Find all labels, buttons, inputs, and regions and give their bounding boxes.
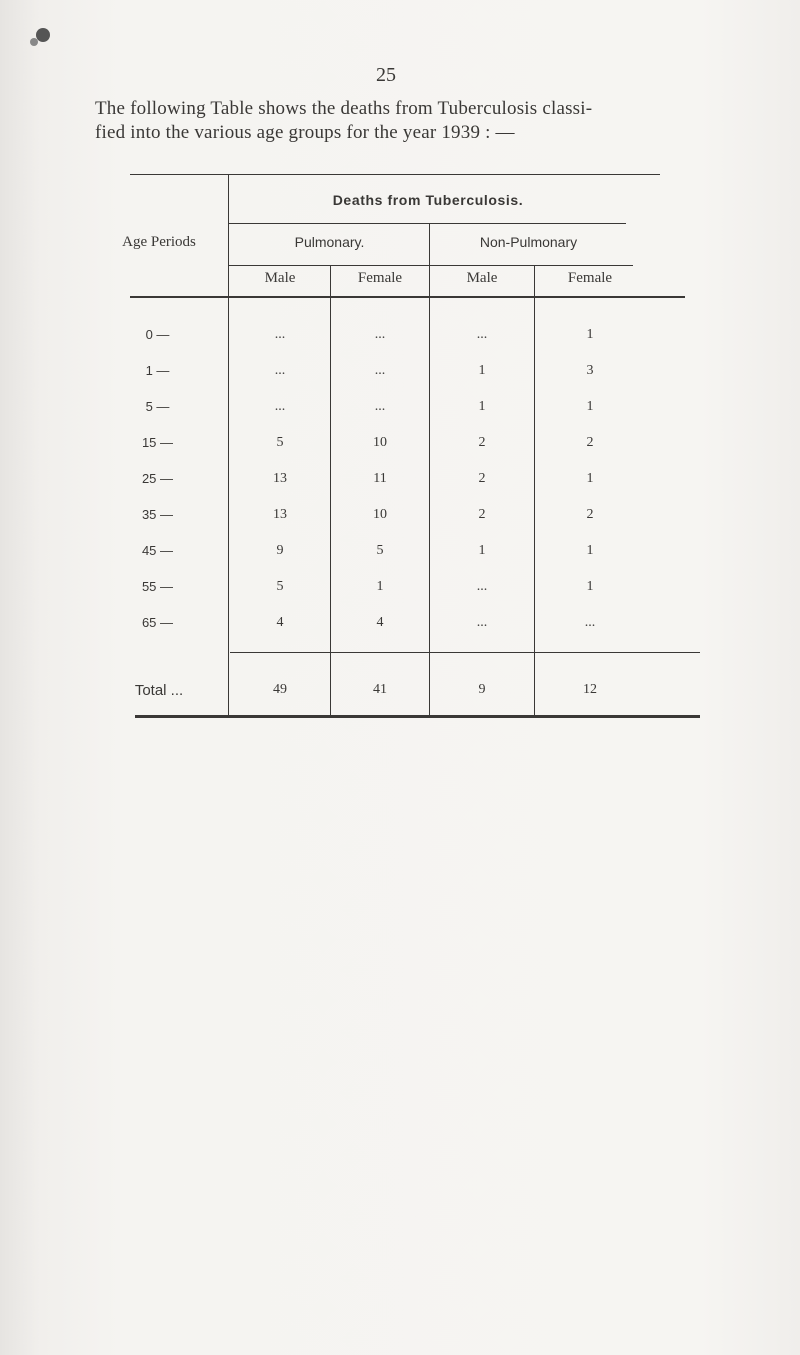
cell-pulmonary-male: 13 xyxy=(273,507,287,522)
cell-pulmonary-female: 4 xyxy=(376,615,384,630)
cell-non-pulmonary-male: 2 xyxy=(478,435,486,450)
cell-pulmonary-male: 5 xyxy=(276,435,284,450)
rule-bottom xyxy=(135,715,700,718)
total-non-pulmonary-male: 9 xyxy=(478,682,486,697)
row-age-label: 45 — xyxy=(141,543,174,558)
header-non-pulmonary-male: Male xyxy=(466,270,498,286)
ink-smudge xyxy=(36,28,50,42)
cell-non-pulmonary-male: 2 xyxy=(478,507,486,522)
row-age-label: 15 — xyxy=(141,435,174,450)
header-age-periods: Age Periods xyxy=(122,234,196,250)
header-pulmonary-female: Female xyxy=(357,270,403,286)
row-age-label: 25 — xyxy=(141,471,174,486)
total-label: Total ... xyxy=(134,682,184,699)
cell-pulmonary-female: 10 xyxy=(373,507,387,522)
intro-line-1: The following Table shows the deaths from Tuberculosis classi- xyxy=(95,98,593,119)
cell-pulmonary-female: ... xyxy=(374,399,386,414)
cell-non-pulmonary-female: 1 xyxy=(586,471,594,486)
tuberculosis-deaths-table xyxy=(90,170,800,730)
page-number: 25 xyxy=(376,64,396,86)
vrule-pulm-nonpulm xyxy=(429,224,430,715)
total-pulmonary-female: 41 xyxy=(373,682,387,697)
row-age-label: 35 — xyxy=(141,507,174,522)
cell-non-pulmonary-male: 1 xyxy=(478,399,486,414)
cell-pulmonary-female: 5 xyxy=(376,543,384,558)
cell-pulmonary-female: ... xyxy=(374,327,386,342)
cell-pulmonary-female: 11 xyxy=(373,471,387,486)
cell-pulmonary-female: 1 xyxy=(376,579,384,594)
cell-non-pulmonary-female: 2 xyxy=(586,507,594,522)
rule-under-header xyxy=(130,296,685,298)
intro-paragraph xyxy=(95,97,795,145)
cell-pulmonary-male: 9 xyxy=(276,543,284,558)
cell-pulmonary-male: ... xyxy=(274,327,286,342)
cell-pulmonary-male: 5 xyxy=(276,579,284,594)
cell-pulmonary-female: ... xyxy=(374,363,386,378)
rule-above-total xyxy=(230,652,700,653)
cell-pulmonary-male: 4 xyxy=(276,615,284,630)
cell-non-pulmonary-male: ... xyxy=(476,615,488,630)
header-pulmonary-male: Male xyxy=(264,270,296,286)
ink-smudge-small xyxy=(30,38,38,46)
header-deaths-from-tuberculosis: Deaths from Tuberculosis. xyxy=(332,192,524,208)
cell-non-pulmonary-female: 1 xyxy=(586,327,594,342)
rule-top xyxy=(130,174,660,175)
row-age-label: 65 — xyxy=(141,615,174,630)
row-age-label: 5 — xyxy=(145,399,170,414)
row-age-label: 0 — xyxy=(145,327,170,342)
total-pulmonary-male: 49 xyxy=(273,682,287,697)
total-non-pulmonary-female: 12 xyxy=(583,682,597,697)
rule-under-deaths-from xyxy=(228,223,626,224)
cell-non-pulmonary-female: 1 xyxy=(586,579,594,594)
cell-non-pulmonary-female: ... xyxy=(584,615,596,630)
intro-line-2: fied into the various age groups for the year 1939 : — xyxy=(95,122,515,143)
header-pulmonary: Pulmonary. xyxy=(294,234,365,250)
rule-under-pulmonary xyxy=(228,265,633,266)
row-age-label: 55 — xyxy=(141,579,174,594)
row-age-label: 1 — xyxy=(145,363,170,378)
vrule-age xyxy=(228,174,229,715)
header-non-pulmonary: Non-Pulmonary xyxy=(479,234,578,250)
cell-pulmonary-male: 13 xyxy=(273,471,287,486)
cell-non-pulmonary-male: 1 xyxy=(478,543,486,558)
cell-non-pulmonary-male: ... xyxy=(476,579,488,594)
cell-non-pulmonary-female: 1 xyxy=(586,543,594,558)
cell-non-pulmonary-female: 1 xyxy=(586,399,594,414)
cell-non-pulmonary-female: 3 xyxy=(586,363,594,378)
cell-non-pulmonary-male: 1 xyxy=(478,363,486,378)
cell-pulmonary-male: ... xyxy=(274,399,286,414)
cell-pulmonary-male: ... xyxy=(274,363,286,378)
cell-non-pulmonary-male: 2 xyxy=(478,471,486,486)
cell-non-pulmonary-male: ... xyxy=(476,327,488,342)
cell-pulmonary-female: 10 xyxy=(373,435,387,450)
cell-non-pulmonary-female: 2 xyxy=(586,435,594,450)
header-non-pulmonary-female: Female xyxy=(567,270,613,286)
